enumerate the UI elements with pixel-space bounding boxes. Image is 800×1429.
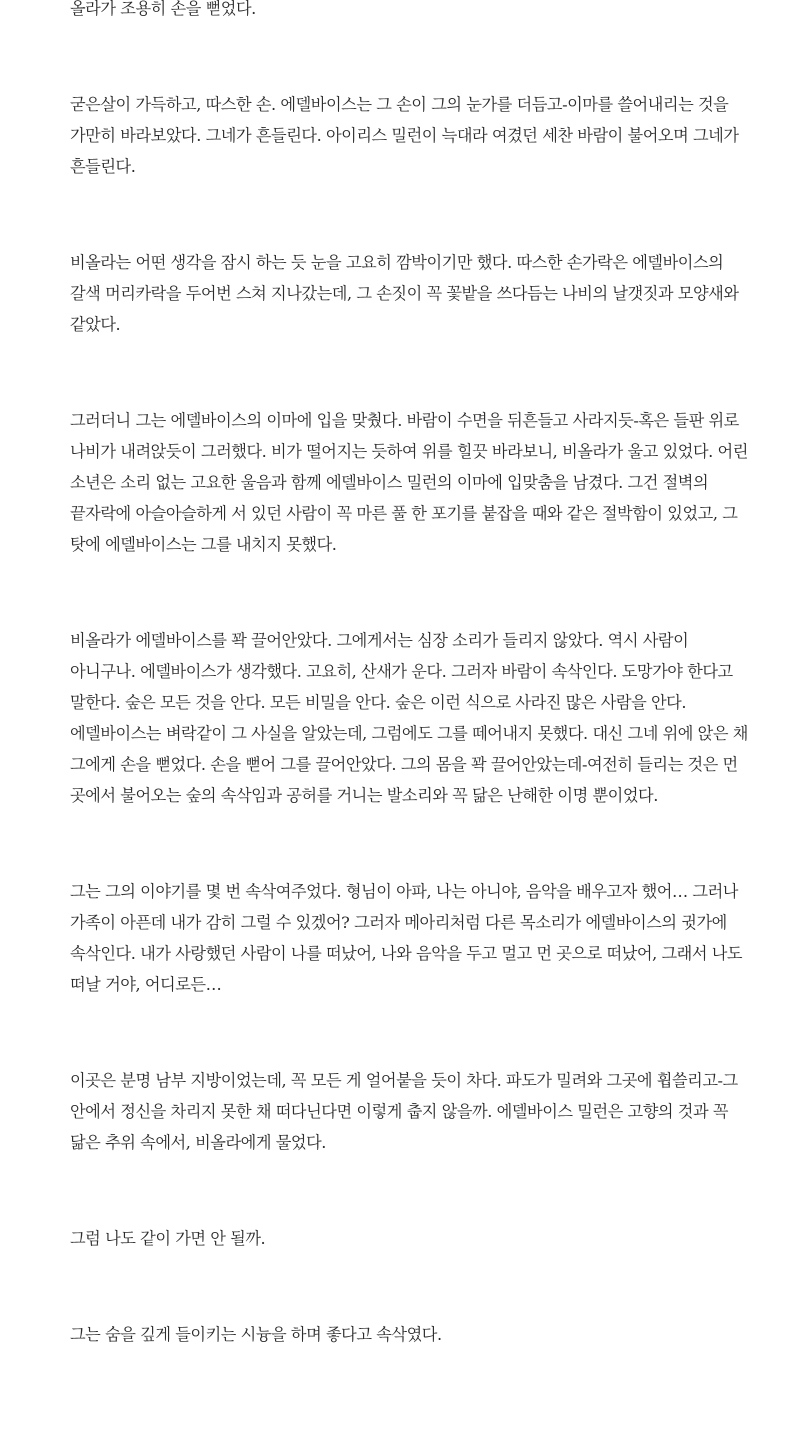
paragraph: 그러더니 그는 에델바이스의 이마에 입을 맞췄다. 바람이 수면을 뒤흔들고 사라지듯-혹은 들판 위로 나비가 내려앉듯이 그러했다. 비가 떨어지는 듯하여 위를 힐끗 바라보니, 비올라가 울고 있었다. 어린 소년은 소리 없는 고요한 울음과 함께 에델바이스 밀런의 이마에 입맞춤을 남겼다. 그건 절벽의 끝자락에 아슬아슬하게 서 있던 사람이 꼭 마른 풀 한 포기를 붙잡을 때와 같은 절박함이 있었고, 그 탓에 에델바이스는 그를 내치지 못했다. xyxy=(70,411,748,554)
paragraph: 비올라가 에델바이스를 꽉 끌어안았다. 그에게서는 심장 소리가 들리지 않았다. 역시 사람이 아니구나. 에델바이스가 생각했다. 고요히, 산새가 운다. 그러자 바람이 속삭인다. 도망가야 한다고 말한다. 숲은 모든 것을 안다. 모든 비밀을 안다. 숲은 이런 식으로 사라진 많은 사람을 안다. 에델바이스는 벼락같이 그 사실을 알았는데, 그럼에도 그를 떼어내지 못했다. 대신 그네 위에 앉은 채 그에게 손을 뻗었다. 손을 뻗어 그를 끌어안았다. 그의 몸을 꽉 끌어안았는데-여전히 들리는 것은 먼 곳에서 불어오는 숲의 속삭임과 공허를 거니는 발소리와 꼭 닮은 난해한 이명 뿐이었다. xyxy=(70,631,748,805)
paragraph: 굳은살이 가득하고, 따스한 손. 에델바이스는 그 손이 그의 눈가를 더듬고-이마를 쓸어내리는 것을 가만히 바라보았다. 그네가 흔들린다. 아이리스 밀런이 늑대라 여겼던 세찬 바람이 불어오며 그네가 흔들린다. xyxy=(70,95,739,176)
paragraph: 그는 숨을 깊게 들이키는 시늉을 하며 좋다고 속삭였다. xyxy=(70,1325,442,1344)
story-text xyxy=(70,0,756,1415)
paragraph: 올라가 조용히 손을 뻗었다. xyxy=(70,0,256,18)
paragraph: 그는 그의 이야기를 몇 번 속삭여주었다. 형님이 아파, 나는 아니야, 음악을 배우고자 했어… 그러나 가족이 아픈데 내가 감히 그럴 수 있겠어? 그러자 메아리처럼 다른 목소리가 에델바이스의 귓가에 속삭인다. 내가 사랑했던 사람이 나를 떠났어, 나와 음악을 두고 멀고 먼 곳으로 떠났어, 그래서 나도 떠날 거야, 어디로든… xyxy=(70,882,743,994)
paragraph: 비올라는 어떤 생각을 잠시 하는 듯 눈을 고요히 깜박이기만 했다. 따스한 손가락은 에델바이스의 갈색 머리카락을 두어번 스쳐 지나갔는데, 그 손짓이 꼭 꽃밭을 쓰다듬는 나비의 날갯짓과 모양새와 같았다. xyxy=(70,253,739,334)
paragraph: 그럼 나도 같이 가면 안 될까. xyxy=(70,1229,266,1248)
paragraph: 이곳은 분명 남부 지방이었는데, 꼭 모든 게 얼어붙을 듯이 차다. 파도가 밀려와 그곳에 휩쓸리고-그 안에서 정신을 차리지 못한 채 떠다닌다면 이렇게 춥지 않을까. 에델바이스 밀런은 고향의 것과 꼭 닮은 추위 속에서, 비올라에게 물었다. xyxy=(70,1071,738,1152)
